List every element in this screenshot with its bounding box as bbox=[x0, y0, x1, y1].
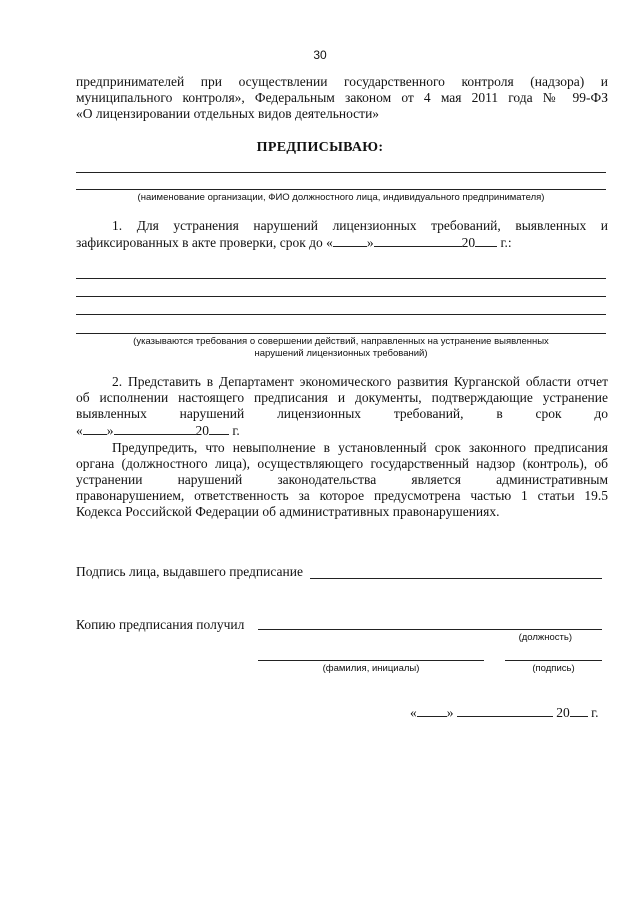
item-2-line-4 bbox=[76, 422, 608, 439]
item-1-line-1: 1. Для устранения нарушений лицензионных требований, выявленных и bbox=[112, 218, 608, 233]
item-1-quote-close: » bbox=[366, 235, 374, 250]
item-1 bbox=[76, 218, 608, 251]
date-year: 20 bbox=[556, 705, 570, 720]
recipient-position-line[interactable] bbox=[258, 629, 602, 630]
item-2 bbox=[76, 374, 608, 439]
requirement-line-1 bbox=[76, 278, 606, 279]
warning-paragraph bbox=[76, 440, 608, 520]
requirement-line-4 bbox=[76, 333, 606, 334]
requirement-caption bbox=[76, 336, 606, 360]
item-1-end: г.: bbox=[500, 235, 512, 250]
position-caption: (должность) bbox=[518, 632, 572, 643]
item-1-line-2-text: зафиксированных в акте проверки, срок до « bbox=[76, 235, 333, 250]
date-end: г. bbox=[591, 705, 599, 720]
date-month-blank bbox=[457, 704, 553, 717]
item-1-line-2 bbox=[76, 234, 608, 251]
name-caption: (фамилия, инициалы) bbox=[322, 663, 420, 674]
issuer-signature-label: Подпись лица, выдавшего предписание bbox=[76, 564, 303, 579]
recipient-signature-line[interactable] bbox=[505, 660, 602, 661]
org-caption: (наименование организации, ФИО должностного лица, индивидуального предпринимателя) bbox=[137, 192, 545, 203]
page-number: 30 bbox=[313, 48, 327, 62]
section-heading: ПРЕДПИСЫВАЮ: bbox=[256, 140, 384, 155]
date-quote-open: « bbox=[410, 705, 417, 720]
deadline-year-blank bbox=[475, 234, 497, 247]
intro-paragraph bbox=[76, 74, 608, 122]
item-2-line-1: 2. Представить в Департамент экономического развития Курганской области отчет bbox=[112, 374, 608, 389]
deadline-day-blank bbox=[333, 234, 367, 247]
requirement-caption-line-2: нарушений лицензионных требований) bbox=[254, 348, 428, 359]
report-month-blank bbox=[114, 422, 196, 435]
intro-line-3: «О лицензировании отдельных видов деятельности» bbox=[76, 106, 380, 121]
recipient-name-line[interactable] bbox=[258, 660, 484, 661]
requirement-line-3 bbox=[76, 314, 606, 315]
item-2-line-3: выявленных нарушений лицензионных требований, в срок до bbox=[76, 406, 608, 421]
item-2-quote-close: » bbox=[106, 423, 114, 438]
item-2-end: г. bbox=[232, 423, 240, 438]
intro-line-1: предпринимателей при осуществлении государственного контроля (надзора) и bbox=[76, 74, 608, 89]
intro-line-2: муниципального контроля», Федеральным законом от 4 мая 2011 года № 99-ФЗ bbox=[76, 90, 608, 105]
warning-line-4: правонарушением, ответственность за которое предусмотрена частью 1 статьи 19.5 bbox=[76, 488, 608, 503]
item-2-year: 20 bbox=[195, 423, 209, 438]
warning-line-2: органа (должностного лица), осуществляющего государственный надзор (контроль), об bbox=[76, 456, 608, 471]
date-year-blank bbox=[570, 704, 588, 717]
date-day-blank bbox=[417, 704, 447, 717]
warning-line-1: Предупредить, что невыполнение в установленный срок законного предписания bbox=[112, 440, 608, 455]
org-name-line-1 bbox=[76, 172, 606, 173]
org-name-line-2 bbox=[76, 189, 606, 190]
date-quote-close: » bbox=[446, 705, 454, 720]
report-day-blank bbox=[83, 422, 107, 435]
item-2-line-2: об исполнении настоящего предписания и документы, подтверждающие устранение bbox=[76, 390, 608, 405]
item-2-quote-open: « bbox=[76, 423, 83, 438]
date-line bbox=[410, 704, 610, 721]
warning-line-3: устранении нарушений законодательства является административным bbox=[76, 472, 608, 487]
signature-caption: (подпись) bbox=[532, 663, 575, 674]
item-1-year: 20 bbox=[461, 235, 476, 250]
copy-received-label: Копию предписания получил bbox=[76, 617, 245, 632]
requirement-line-2 bbox=[76, 296, 606, 297]
report-year-blank bbox=[209, 422, 229, 435]
issuer-signature-line[interactable] bbox=[310, 578, 602, 579]
requirement-caption-line-1: (указываются требования о совершении действий, направленных на устранение выявленных bbox=[133, 336, 549, 347]
warning-line-5: Кодекса Российской Федерации об административных правонарушениях. bbox=[76, 504, 500, 519]
deadline-month-blank bbox=[374, 234, 462, 247]
